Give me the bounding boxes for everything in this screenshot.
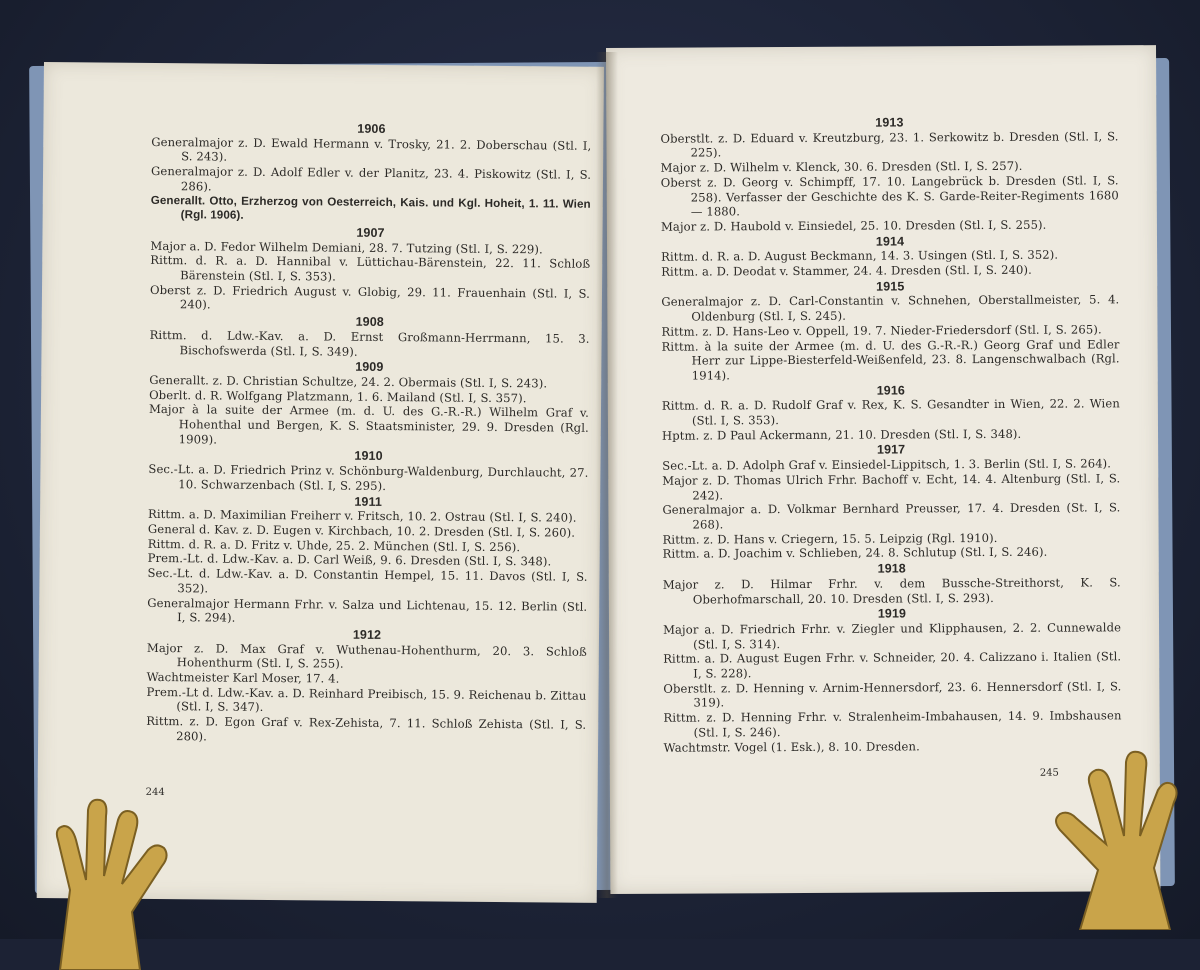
- brass-hand-weight-right: [1040, 740, 1190, 930]
- year-heading: 1915: [876, 279, 905, 294]
- obituary-entry: Sec.-Lt. d. Ldw.-Kav. a. D. Constantin Hempel, 15. 11. Davos (Stl. I, S. 352).: [147, 566, 588, 596]
- obituary-entry: Oberst z. D. Georg v. Schimpff, 17. 10. Langebrück b. Dresden (Stl. I, S. 258). Verfasser der Geschichte des K. S. Garde-Reiter-Regiments 1680 — 1880.: [660, 173, 1119, 219]
- obituary-entry: Wachtmeister Karl Moser, 17. 4.: [146, 669, 340, 686]
- obituary-entry: Generalmajor z. D. Adolf Edler v. der Planitz, 23. 4. Piskowitz (Stl. I, S. 286).: [150, 164, 592, 194]
- obituary-entry: Rittm. a. D. Deodat v. Stammer, 24. 4. Dresden (Stl. I, S. 240).: [661, 262, 1032, 279]
- obituary-entry: General d. Kav. z. D. Eugen v. Kirchbach, 10. 2. Dresden (Stl. I, S. 260).: [147, 521, 576, 540]
- brass-hand-weight-left: [40, 780, 190, 970]
- year-heading: 1907: [356, 225, 385, 240]
- year-heading: 1917: [876, 442, 906, 458]
- obituary-entry: Rittm. z. D. Hans v. Criegern, 15. 5. Leipzig (Rgl. 1910).: [662, 530, 998, 547]
- obituary-entry: Major z. D. Wilhelm v. Klenck, 30. 6. Dresden (Stl. I, S. 257).: [660, 158, 1023, 175]
- obituary-entry: Major à la suite der Armee (m. d. U. des G.-R.-R.) Wilhelm Graf v. Hohenthal und Bergen, K. S. Staatsminister, 29. 9. Dresden (Rgl. 1909).: [148, 402, 590, 447]
- right-page-number: 245: [1039, 767, 1059, 779]
- obituary-entry: Rittm. d. Ldw.-Kav. a. D. Ernst Großmann-Herrmann, 15. 3. Bischofswerda (Stl. I, S. 349).: [149, 327, 590, 359]
- right-page-text: [660, 113, 1121, 755]
- left-page-number: 244: [145, 786, 165, 799]
- left-page-text: [146, 119, 591, 747]
- obituary-entry: Rittm. a. D. August Eugen Frhr. v. Schneider, 20. 4. Calizzano i. Italien (Stl. I, S. 228).: [663, 649, 1122, 681]
- year-heading: 1914: [875, 234, 905, 249]
- obituary-entry: Generallt. z. D. Christian Schultze, 24. 2. Obermais (Stl. I, S. 243).: [149, 372, 548, 391]
- year-heading: 1909: [355, 359, 384, 375]
- obituary-entry: Generalmajor z. D. Carl-Constantin v. Schnehen, Oberstallmeister, 5. 4. Oldenburg (Stl. I, S. 245).: [661, 292, 1120, 324]
- obituary-entry: Major z. D. Hilmar Frhr. v. dem Bussche-Streithorst, K. S. Oberhofmarschall, 20. 10. Dresden (Stl. I, S. 293).: [662, 575, 1121, 607]
- obituary-entry: Rittm. d. R. a. D. Fritz v. Uhde, 25. 2. München (Stl. I, S. 256).: [147, 536, 521, 554]
- obituary-entry: Major a. D. Friedrich Frhr. v. Ziegler und Klipphausen, 2. 2. Cunnewalde (Stl. I, S. 314).: [663, 620, 1122, 652]
- obituary-entry: Rittm. d. R. a. D. August Beckmann, 14. 3. Usingen (Stl. I, S. 352).: [661, 247, 1059, 265]
- obituary-entry: Generalmajor Hermann Frhr. v. Salza und Lichtenau, 15. 12. Berlin (Stl. I, S. 294).: [147, 595, 588, 625]
- obituary-entry: Prem.-Lt. d. Ldw.-Kav. a. D. Carl Weiß, 9. 6. Dresden (Stl. I, S. 348).: [147, 551, 552, 569]
- obituary-entry: Oberstlt. z. D. Henning v. Arnim-Hennersdorf, 23. 6. Hennersdorf (Stl. I, S. 319).: [663, 679, 1122, 710]
- year-heading: 1913: [875, 115, 904, 130]
- obituary-entry: Hptm. z. D Paul Ackermann, 21. 10. Dresden (Stl. I, S. 348).: [661, 426, 1022, 443]
- obituary-entry: Rittm. d. R. a. D. Hannibal v. Lüttichau-Bärenstein, 22. 11. Schloß Bärenstein (Stl. I, S. 353).: [150, 253, 591, 284]
- year-heading: 1916: [876, 383, 905, 398]
- obituary-entry: Oberstlt. z. D. Eduard v. Kreutzburg, 23. 1. Serkowitz b. Dresden (Stl. I, S. 225).: [660, 129, 1119, 160]
- year-heading: 1912: [352, 627, 382, 642]
- obituary-entry: Wachtmstr. Vogel (1. Esk.), 8. 10. Dresden.: [663, 738, 920, 755]
- obituary-entry: Major z. D. Thomas Ulrich Frhr. Bachoff v. Echt, 14. 4. Altenburg (Stl. I, S. 242).: [662, 471, 1121, 503]
- obituary-entry: Rittm. z. D. Egon Graf v. Rex-Zehista, 7. 11. Schloß Zehista (Stl. I, S. 280).: [146, 714, 587, 744]
- year-heading: 1906: [357, 121, 386, 136]
- year-heading: 1911: [354, 494, 383, 509]
- obituary-entry: Sec.-Lt. a. D. Adolph Graf v. Einsiedel-Lippitsch, 1. 3. Berlin (Stl. I, S. 264).: [662, 456, 1112, 473]
- obituary-entry: Major a. D. Fedor Wilhelm Demiani, 28. 7. Tutzing (Stl. I, S. 229).: [150, 238, 543, 256]
- book-gutter: [596, 52, 618, 898]
- obituary-entry: Generalmajor z. D. Ewald Hermann v. Trosky, 21. 2. Doberschau (Stl. I, S. 243).: [151, 134, 592, 165]
- obituary-entry: Rittm. a. D. Maximilian Freiherr v. Fritsch, 10. 2. Ostrau (Stl. I, S. 240).: [147, 507, 577, 525]
- obituary-entry: Rittm. z. D. Henning Frhr. v. Stralenheim-Imbahausen, 14. 9. Imbshausen (Stl. I, S. 246).: [663, 708, 1122, 740]
- obituary-entry: Oberlt. d. R. Wolfgang Platzmann, 1. 6. Mailand (Stl. I, S. 357).: [149, 387, 527, 405]
- obituary-entry: Major z. D. Max Graf v. Wuthenau-Hohenthurm, 20. 3. Schloß Hohenthurm (Stl. I, S. 255).: [146, 640, 587, 671]
- obituary-entry: Generalmajor a. D. Volkmar Bernhard Preusser, 17. 4. Dresden (St. I, S. 268).: [662, 500, 1121, 532]
- obituary-entry: Oberst z. D. Friedrich August v. Globig, 29. 11. Frauenhain (Stl. I, S. 240).: [149, 282, 591, 312]
- obituary-entry: Generallt. Otto, Erzherzog von Oesterreich, Kais. und Kgl. Hoheit, 1. 11. Wien (Rgl. 1906).: [150, 193, 591, 222]
- obituary-entry: Rittm. a. D. Joachim v. Schlieben, 24. 8. Schlutup (Stl. I, S. 246).: [662, 545, 1048, 562]
- obituary-entry: Rittm. z. D. Hans-Leo v. Oppell, 19. 7. Nieder-Friedersdorf (Stl. I, S. 265).: [661, 322, 1102, 339]
- year-heading: 1908: [355, 314, 384, 330]
- year-heading: 1918: [877, 561, 906, 576]
- year-heading: 1910: [354, 449, 383, 464]
- year-heading: 1919: [877, 606, 907, 621]
- obituary-entry: Sec.-Lt. a. D. Friedrich Prinz v. Schönburg-Waldenburg, Durchlaucht, 27. 10. Schwarzenbach (Stl. I, S. 295).: [148, 462, 589, 493]
- left-page: [37, 62, 604, 903]
- obituary-entry: Rittm. d. R. a. D. Rudolf Graf v. Rex, K. S. Gesandter in Wien, 22. 2. Wien (Stl. I, S. 353).: [661, 396, 1120, 428]
- obituary-entry: Major z. D. Haubold v. Einsiedel, 25. 10. Dresden (Stl. I, S. 255).: [660, 217, 1047, 234]
- obituary-entry: Rittm. à la suite der Armee (m. d. U. des G.-R.-R.) Georg Graf und Edler Herr zur Lippe-Biesterfeld-Weißenfeld, 23. 8. Langenschwalbach (Rgl. 1914).: [661, 336, 1120, 383]
- obituary-entry: Prem.-Lt d. Ldw.-Kav. a. D. Reinhard Preibisch, 15. 9. Reichenau b. Zittau (Stl. I, S. 347).: [146, 684, 587, 715]
